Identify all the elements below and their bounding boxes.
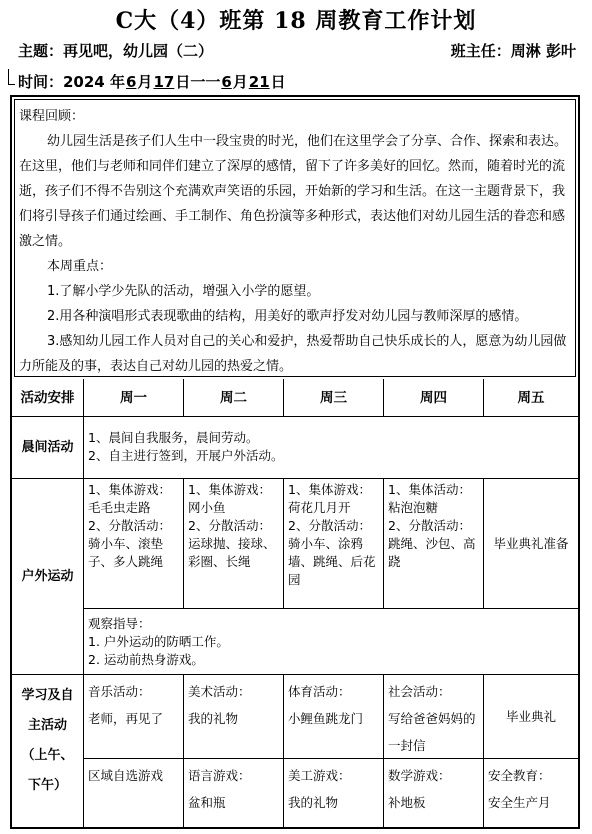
study-wed-2: 美工游戏： 我的礼物 [284, 759, 384, 827]
outdoor-guidance [84, 609, 578, 675]
theme-label: 主题：再见吧，幼儿园（二） [18, 42, 214, 60]
day-char: 日 [270, 73, 286, 91]
time-line [18, 71, 286, 92]
study-mon-2: 区域自选游戏 [84, 759, 184, 827]
header-activity: 活动安排 [12, 379, 84, 417]
course-review [14, 99, 576, 377]
outdoor-mon: 1、集体游戏：毛毛虫走路 2、分散活动：骑小车、滚垫子、多人跳绳 [84, 479, 184, 609]
outdoor-wed: 1、集体游戏：荷花几月开 2、分散活动：骑小车、涂鸦墙、跳绳、后花园 [284, 479, 384, 609]
date-separator: 日一一 [175, 73, 221, 91]
outdoor-label: 户外运动 [12, 479, 84, 675]
guidance-line-1: 1. 户外运动的防晒工作。 [88, 634, 229, 649]
teacher-label: 班主任：周淋 彭叶 [450, 42, 576, 60]
morning-line-2: 2、自主进行签到，开展户外活动。 [88, 448, 284, 463]
header-tue: 周二 [184, 379, 284, 417]
guidance-line-2: 2. 运动前热身游戏。 [88, 652, 204, 667]
guidance-title: 观察指导： [88, 616, 151, 631]
study-fri-1: 毕业典礼 [484, 675, 578, 759]
page-title: C大（4）班第 18 周教育工作计划 [115, 8, 477, 34]
start-month: 6 [125, 73, 137, 91]
header-wed: 周三 [284, 379, 384, 417]
month-char-1: 月 [137, 73, 153, 91]
study-tue-1: 美术活动： 我的礼物 [184, 675, 284, 759]
review-paragraph: 幼儿园生活是孩子们人生中一段宝贵的时光，他们在这里学会了分享、合作、探索和表达。在这里，他们与老师和同伴们建立了深厚的感情，留下了许多美好的回忆。然而，随着时光的流逝，孩子们不得不告别这个充满欢声笑语的乐园，开始新的学习和生活。在这一主题背景下，我们将引导孩子们通过绘画、手工制作、角色扮演等多种形式，表达他们对幼儿园生活的眷恋和感激之情。 [19, 134, 568, 249]
study-thu-2: 数学游戏： 补地板 [384, 759, 484, 827]
outdoor-thu: 1、集体活动：粘泡泡糖 2、分散活动：跳绳、沙包、高跷 [384, 479, 484, 609]
header-fri: 周五 [484, 379, 578, 417]
plan-table [10, 95, 580, 829]
study-label-line-2: 主活动 [27, 718, 67, 733]
outdoor-tue: 1、集体游戏：网小鱼 2、分散活动：运球抛、接球、彩圈、长绳 [184, 479, 284, 609]
study-fri-2: 安全教育： 安全生产月 [488, 768, 551, 810]
end-month: 6 [221, 73, 232, 91]
end-day: 21 [248, 73, 270, 91]
morning-content [84, 417, 578, 479]
study-thu-1: 社会活动： 写给爸爸妈妈的一封信 [384, 675, 484, 759]
focus-point-3: 3.感知幼儿园工作人员对自己的关心和爱护，热爱帮助自己快乐成长的人，愿意为幼儿园做力所能及的事，表达自己对幼儿园的热爱之情。 [19, 334, 567, 374]
morning-line-1: 1、晨间自我服务，晨间劳动。 [88, 430, 259, 445]
focus-title: 本周重点： [47, 259, 113, 274]
study-label-line-3: （上午、 [21, 748, 74, 763]
study-label [12, 675, 84, 827]
header-thu: 周四 [384, 379, 484, 417]
study-wed-1: 体育活动： 小鲤鱼跳龙门 [284, 675, 384, 759]
study-label-line-4: 下午） [27, 778, 67, 793]
focus-point-2: 2.用各种演唱形式表现歌曲的结构，用美好的歌声抒发对幼儿园与教师深厚的感情。 [47, 309, 528, 324]
study-tue-2: 语言游戏： 盆和瓶 [184, 759, 284, 827]
study-label-line-1: 学习及自 [21, 688, 74, 703]
review-heading: 课程回顾： [19, 109, 85, 124]
focus-point-1: 1.了解小学少先队的活动，增强入小学的愿望。 [47, 284, 320, 299]
morning-label: 晨间活动 [12, 417, 84, 479]
header-mon: 周一 [84, 379, 184, 417]
start-day: 17 [153, 73, 175, 91]
time-label: 时间：2024 年 [18, 73, 125, 91]
month-char-2: 月 [232, 73, 248, 91]
margin-marker [8, 69, 15, 85]
study-mon-1: 音乐活动： 老师，再见了 [84, 675, 184, 759]
outdoor-fri: 毕业典礼准备 [484, 479, 578, 609]
